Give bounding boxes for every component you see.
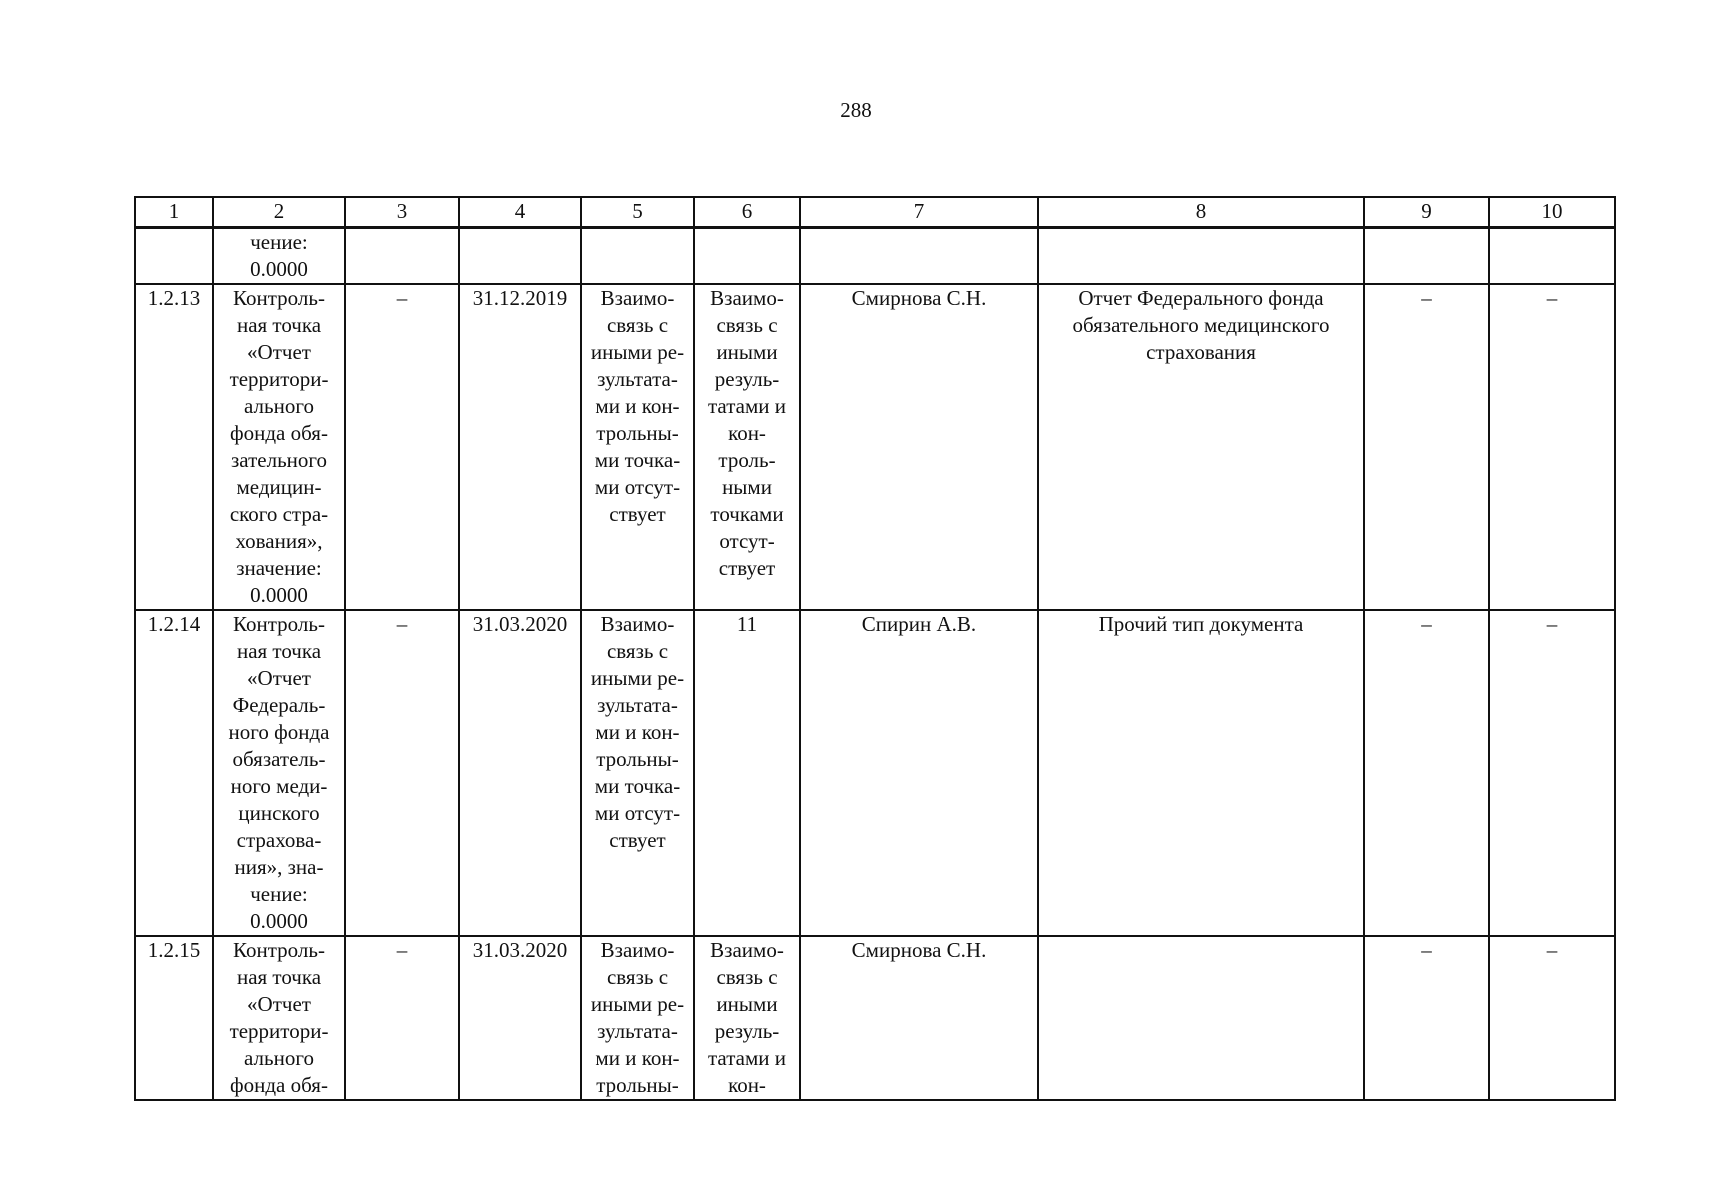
cell-col9: – [1364,610,1489,936]
cell-col10 [1489,228,1615,285]
cell-col6: Взаимо- связь с иными резуль- татами и кон- троль- ными точками отсут- ствует [694,284,800,610]
cell-date: 31.12.2019 [459,284,581,610]
cell-document [1038,228,1364,285]
cell-col9 [1364,228,1489,285]
cell-col5: Взаимо- связь с иными ре- зультата- ми и кон- трольны- ми точка- ми отсут- ствует [581,284,694,610]
cell-responsible: Смирнова С.Н. [800,936,1038,1100]
cell-name: Контроль- ная точка «Отчет территори- ального фонда обя- зательного медицин- ского стра- хования», значение: 0.0000 [213,284,345,610]
cell-col3: – [345,610,459,936]
cell-responsible: Смирнова С.Н. [800,284,1038,610]
cell-col5: Взаимо- связь с иными ре- зультата- ми и кон- трольны- [581,936,694,1100]
column-header: 1 [135,197,213,228]
cell-col6: Взаимо- связь с иными резуль- татами и кон- [694,936,800,1100]
column-header: 8 [1038,197,1364,228]
column-header: 2 [213,197,345,228]
column-header: 9 [1364,197,1489,228]
table-row [135,610,1615,936]
cell-col5 [581,228,694,285]
page-number: 288 [840,98,872,122]
cell-number: 1.2.13 [135,284,213,610]
cell-document [1038,936,1364,1100]
cell-number: 1.2.14 [135,610,213,936]
cell-date: 31.03.2020 [459,610,581,936]
cell-col10: – [1489,284,1615,610]
column-header: 10 [1489,197,1615,228]
cell-responsible [800,228,1038,285]
cell-name: чение: 0.0000 [213,228,345,285]
table-row [135,936,1615,1100]
cell-date: 31.03.2020 [459,936,581,1100]
cell-number [135,228,213,285]
cell-col9: – [1364,284,1489,610]
cell-responsible: Спирин А.В. [800,610,1038,936]
cell-name: Контроль- ная точка «Отчет Федераль- ного фонда обязатель- ного меди- цинского страхова- ния», зна- чение: 0.0000 [213,610,345,936]
cell-number: 1.2.15 [135,936,213,1100]
cell-document: Отчет Федерального фонда обязательного медицинского страхования [1038,284,1364,610]
header-row [135,197,1615,228]
cell-col3: – [345,284,459,610]
milestones-table [134,196,1616,1101]
column-header: 3 [345,197,459,228]
cell-col10: – [1489,936,1615,1100]
cell-col3: – [345,936,459,1100]
cell-document: Прочий тип документа [1038,610,1364,936]
table-row [135,284,1615,610]
column-header: 7 [800,197,1038,228]
cell-col6: 11 [694,610,800,936]
continuation-row [135,228,1615,285]
cell-col6 [694,228,800,285]
cell-col3 [345,228,459,285]
cell-name: Контроль- ная точка «Отчет территори- ального фонда обя- [213,936,345,1100]
cell-col5: Взаимо- связь с иными ре- зультата- ми и кон- трольны- ми точка- ми отсут- ствует [581,610,694,936]
column-header: 6 [694,197,800,228]
cell-col9: – [1364,936,1489,1100]
column-header: 5 [581,197,694,228]
column-header: 4 [459,197,581,228]
cell-col10: – [1489,610,1615,936]
cell-date [459,228,581,285]
